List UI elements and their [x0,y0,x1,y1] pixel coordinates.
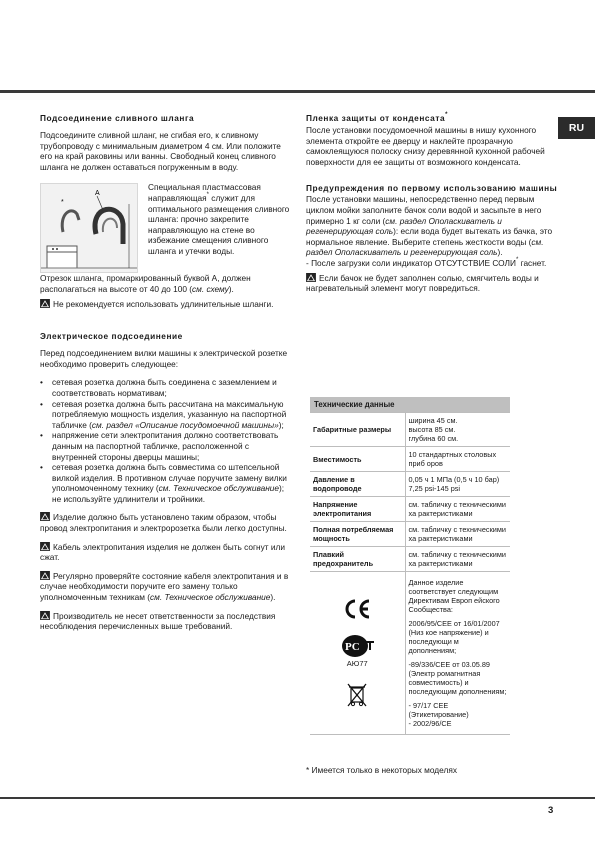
warning-text: Кабель электропитания изделия не должен быть согнут или сжат. [40,541,285,563]
electric-warning-1 [40,512,290,533]
salt-indicator-text [306,258,560,269]
hose-height-ref: см. схему [192,283,229,294]
warning-icon [40,571,50,580]
warning-text: Регулярно проверяйте состояние кабеля электропитания и в случае необходимости поручите его замену только уполномоченным техникам ( [40,570,289,603]
footnote-star: * [206,192,209,199]
row-label: Плавкий предохранитель [310,547,405,572]
right-column [306,113,560,294]
guide-text-a: Специальная пластмассовая направляющая [148,182,261,203]
certification-row [310,572,510,735]
film-title-text: Пленка защиты от конденсата [306,113,446,123]
list-item [40,462,290,504]
warning-text: Если бачок не будет заполнен солью, смягчитель воды и нагревательный элемент могут повредиться. [306,272,539,294]
first-use-ref-2: см. раздел Ополаскиватель и регенерирующая соль [306,236,544,258]
row-value: ширина 45 см. высота 85 см. глубина 60 см. [405,413,510,447]
top-rule [0,90,595,93]
row-label: Напряжение электропитания [310,497,405,522]
page-number: 3 [548,805,554,816]
film-section-title [306,113,560,123]
tech-data-table [310,397,510,735]
row-label: Давление в водопроводе [310,472,405,497]
warning-icon [40,512,50,521]
row-label: Вместимость [310,447,405,472]
table-row [310,472,510,497]
directive-text: 2006/95/CEE от 16/01/2007 (Низ кое напряжение) и последующи м дополнениям; [408,619,500,655]
footnote-star: * [515,257,519,264]
warning-icon [40,611,50,620]
table-row [310,447,510,472]
electric-warning-4 [40,611,290,632]
drain-warning-text: Не рекомендуется использовать удлинительные шланги. [53,298,274,309]
list-item-ref: см. раздел «Описание посудомоечной машины» [91,419,279,430]
drain-figure-block [40,182,290,273]
directive-text: -89/336/CEE от 03.05.89 (Электр ромагнитная совместимость) и последующим дополнениям; [408,660,507,696]
weee-bin-icon [346,682,368,708]
table-row [310,413,510,447]
drain-guide-text [148,182,290,273]
hose-illustration [41,184,137,272]
hose-height-end: ). [228,283,234,294]
warning-end: ). [270,592,276,603]
language-code: RU [568,122,585,134]
film-paragraph: После установки посудомоечной машины в нишу кухонного элемента откройте ее дверцу и наклейте прозрачную самоклеящуюся полоску снизу деревянной кухонной рабочей поверхности для ее защиты от возможного конденсата. [306,125,545,167]
warning-ref: см. Техническое обслуживание [150,592,271,603]
salt-text-b: гаснет. [518,257,547,268]
certification-logos [310,572,405,735]
hose-height-a: Отрезок шланга, промаркированный буквой А, должен располагаться на высоте от 40 до 100 ( [40,273,251,294]
electric-intro: Перед подсоединением вилки машины к электрической розетке необходимо проверить следующее: [40,348,288,369]
row-value: см. табличку с техническими ха рактеристиками [405,522,510,547]
cert-code: АЮ77 [346,659,368,668]
warning-icon [40,299,50,308]
drain-hose-diagram [40,183,138,273]
gost-mark [340,634,374,668]
logo-stack [313,592,402,714]
row-value: см. табличку с техническими ха рактеристиками [405,547,510,572]
row-label: Полная потребляемая мощность [310,522,405,547]
drain-paragraph: Подсоедините сливной шланг, не сгибая его, к сливному трубопроводу с минимальным диаметром 4 см. Или положите его на край раковины или ванны. Свободный конец сливного шланга не должен оставаться погруженным в воду. [40,130,281,172]
directive-text: - 97/17 CEE (Этикетирование) - 2002/96/CE [408,701,469,728]
table-header: Технические данные [310,397,510,413]
directives-cell [405,572,510,735]
electric-warning-3 [40,571,290,603]
electric-section-title: Электрическое подсоединение [40,331,183,342]
footnote-star: * [445,112,448,119]
row-value: 0,05 ч 1 МПа (0,5 ч 10 бар) 7,25 psi-145 psi [405,472,510,497]
ce-mark-icon [342,598,372,620]
electric-checklist [40,377,290,504]
warning-icon [40,542,50,551]
warning-text: Изделие должно быть установлено таким образом, чтобы провод электропитания и электророзетка были легко доступны. [40,512,287,534]
list-item-end: ); [278,419,284,430]
svg-text:PC: PC [345,641,360,653]
electric-warning-2 [40,542,290,563]
guide-text-b: служит для оптимального размещения сливного шланга: прочно закрепите направляющую на стене во избежание смещения сливного шланга и утечки воды. [148,192,290,256]
table-row [310,522,510,547]
table-header-row [310,397,510,413]
salt-text-a: - После загрузки соли индикатор ОТСУТСТВИЕ СОЛИ [306,257,516,268]
language-tab [558,117,595,139]
row-label: Габаритные размеры [310,413,405,447]
fig-a-label: A [95,190,100,198]
directive-text: Данное изделие соответствует следующим Директивам Европ ейского Сообщества: [408,578,500,614]
row-value: см. табличку с техническими ха рактеристиками [405,497,510,522]
first-use-text-3: ). [497,247,503,258]
list-item-end: ); не используйте удлинители и тройники. [52,483,285,504]
first-use-ref-1: см. раздел Ополаскиватель и регенерирующая соль [306,215,502,237]
first-use-text-1: После установки машины, непосредственно перед первым циклом мойки заполните бачок соли водой и засыпьте в него примерно 1 кг соли ( [306,194,542,226]
list-item: • напряжение сети электропитания должно соответствовать данным на паспортной табличке, расположенной с внутренней стороны дверцы машины; [40,430,290,462]
list-item-text: сетевая розетка должна быть совместима со штепсельной вилкой изделия. В противном случае поручите замену вилки уполномоченному технику ( [52,462,287,494]
row-value: 10 стандартных столовых приб оров [405,447,510,472]
fig-star-label: * [61,199,64,207]
first-use-warning [306,273,560,294]
left-column [40,113,290,632]
warning-icon [306,273,316,282]
gost-certification-icon [340,634,374,658]
table-row [310,547,510,572]
drain-warning [40,299,290,310]
footnote: * Имеется только в некоторых моделях [306,765,457,775]
first-use-section-title: Предупреждения по первому использованию машины [306,183,558,194]
hose-height-text [40,273,290,294]
list-item-ref: см. Техническое обслуживание [158,483,280,494]
table-row [310,497,510,522]
first-use-text-2: ): если вода будет вытекать из бачка, это нормальное явление. Выберите степень жесткости воды ( [306,226,553,247]
warning-text: Производитель не несет ответственности за последствия несоблюдения перечисленных выше требований. [40,610,276,632]
list-item: • сетевая розетка должна быть соединена с заземлением и соответствовать нормативам; [40,377,290,398]
list-item [40,399,290,431]
first-use-paragraph [306,194,560,258]
bottom-rule [0,797,595,799]
drain-section-title: Подсоединение сливного шланга [40,113,195,123]
list-item-text: сетевая розетка должна быть рассчитана на максимальную потребляемую мощность изделия, указанную на паспортной табличке ( [52,398,287,430]
